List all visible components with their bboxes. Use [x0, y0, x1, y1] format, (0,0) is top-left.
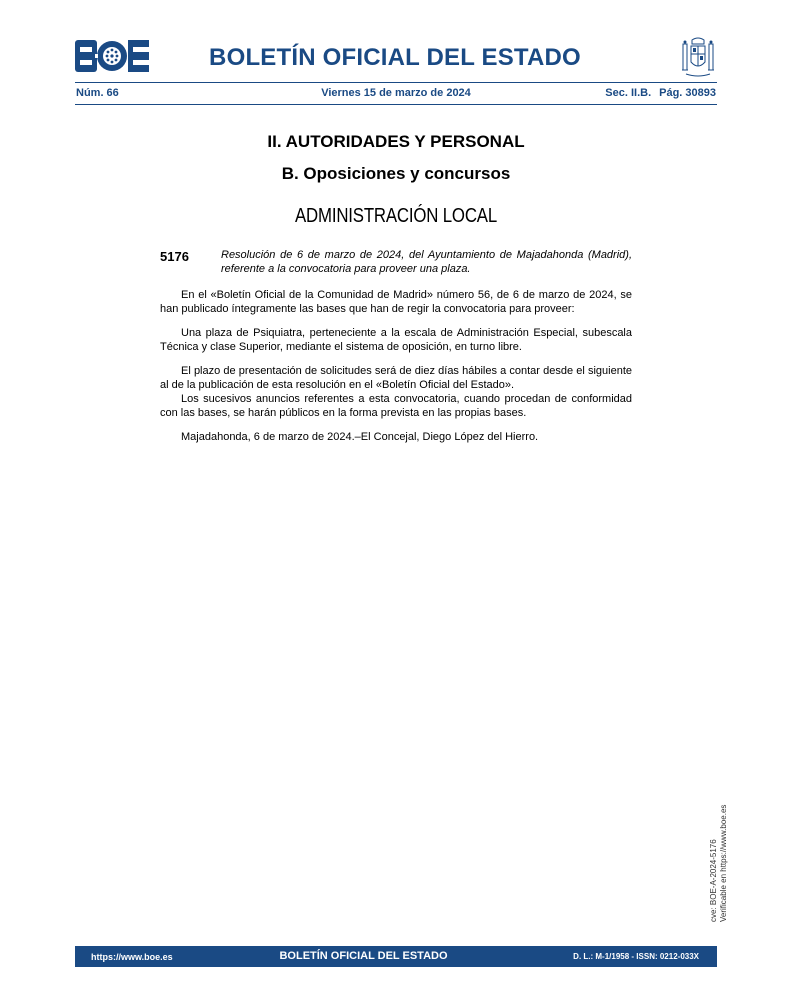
- issue-date: Viernes 15 de marzo de 2024: [321, 87, 471, 99]
- paragraph: Una plaza de Psiquiatra, perteneciente a la escala de Administración Especial, subescala Técnica y clase Superior, mediante el sistema de oposición, en turno libre.: [160, 327, 632, 353]
- entry-number: 5176: [160, 249, 189, 264]
- header-rule-bottom: [75, 104, 717, 105]
- subsection-heading: B. Oposiciones y concursos: [281, 164, 511, 183]
- section-page: [605, 87, 716, 99]
- entry-title: Resolución de 6 de marzo de 2024, del Ayuntamiento de Majadahonda (Madrid), referente a la convocatoria para proveer una plaza.: [221, 249, 632, 275]
- boe-logo: [75, 40, 149, 72]
- verification-url: Verificable en https://www.boe.es: [719, 804, 728, 922]
- issue-number: Núm. 66: [76, 87, 119, 99]
- spain-coat-of-arms-icon: [680, 36, 716, 78]
- masthead-title: BOLETÍN OFICIAL DEL ESTADO: [209, 44, 581, 71]
- section-code: Sec. II.B.: [605, 87, 652, 99]
- administration-heading: ADMINISTRACIÓN LOCAL: [294, 205, 497, 227]
- footer-legal: D. L.: M-1/1958 - ISSN: 0212-033X: [573, 952, 699, 961]
- section-heading: II. AUTORIDADES Y PERSONAL: [267, 132, 525, 151]
- document-body: [160, 288, 632, 454]
- footer-bar: [75, 946, 717, 967]
- paragraph: En el «Boletín Oficial de la Comunidad de Madrid» número 56, de 6 de marzo de 2024, se han publicado íntegramente las bases que han de regir la convocatoria para proveer:: [160, 289, 632, 315]
- paragraph: Los sucesivos anuncios referentes a esta convocatoria, cuando procedan de conformidad con las bases, se harán públicos en la forma prevista en las propias bases.: [160, 393, 632, 419]
- paragraph: El plazo de presentación de solicitudes será de diez días hábiles a contar desde el siguiente al de la publicación de esta resolución en el «Boletín Oficial del Estado».: [160, 365, 632, 391]
- footer-title: BOLETÍN OFICIAL DEL ESTADO: [279, 950, 448, 962]
- cve-code: cve: BOE-A-2024-5176: [709, 839, 718, 922]
- header-rule-top: [75, 82, 717, 83]
- page-number: Pág. 30893: [659, 87, 716, 99]
- verification-note: [709, 805, 729, 922]
- footer-url[interactable]: https://www.boe.es: [91, 952, 173, 962]
- signature-line: Majadahonda, 6 de marzo de 2024.–El Concejal, Diego López del Hierro.: [181, 431, 539, 443]
